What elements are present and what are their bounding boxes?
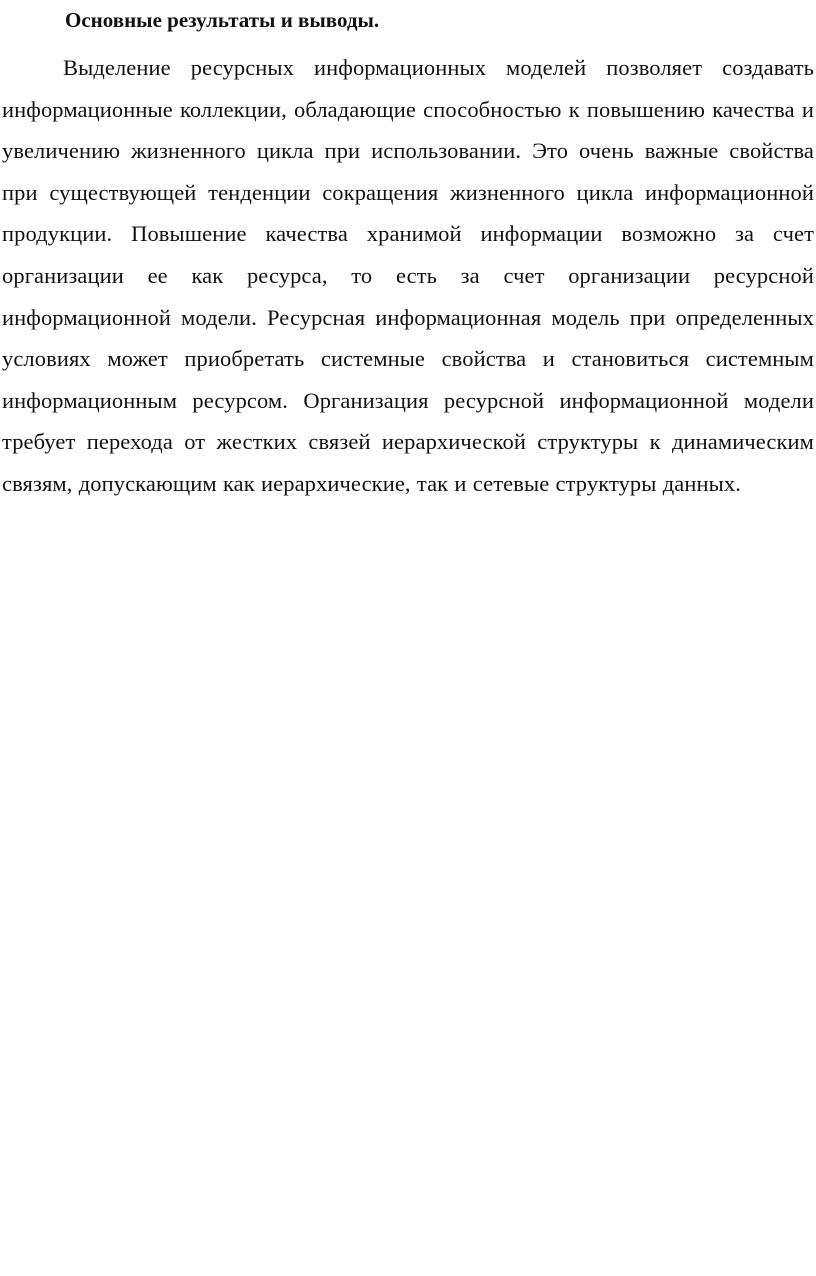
body-paragraph: Выделение ресурсных информационных моделей позволяет создавать информационные коллекции, обладающие способностью к повышению качества и увеличению жизненного цикла при использовании. Это очень важные свойства при существующей тенденции сокращения жизненного цикла информационной продукции. Повышение качества хранимой информации возможно за счет организации ее как ресурса, то есть за счет организации ресурсной информационной модели. Ресурсная информационная модель при определенных условиях может приобретать системные свойства и становиться системным информационным ресурсом. Организация ресурсной информационной модели требует перехода от жестких связей иерархической структуры к динамическим связям, допускающим как иерархические, так и сетевые структуры данных. xyxy=(2,55,814,496)
section-heading: Основные результаты и выводы. xyxy=(65,8,380,32)
